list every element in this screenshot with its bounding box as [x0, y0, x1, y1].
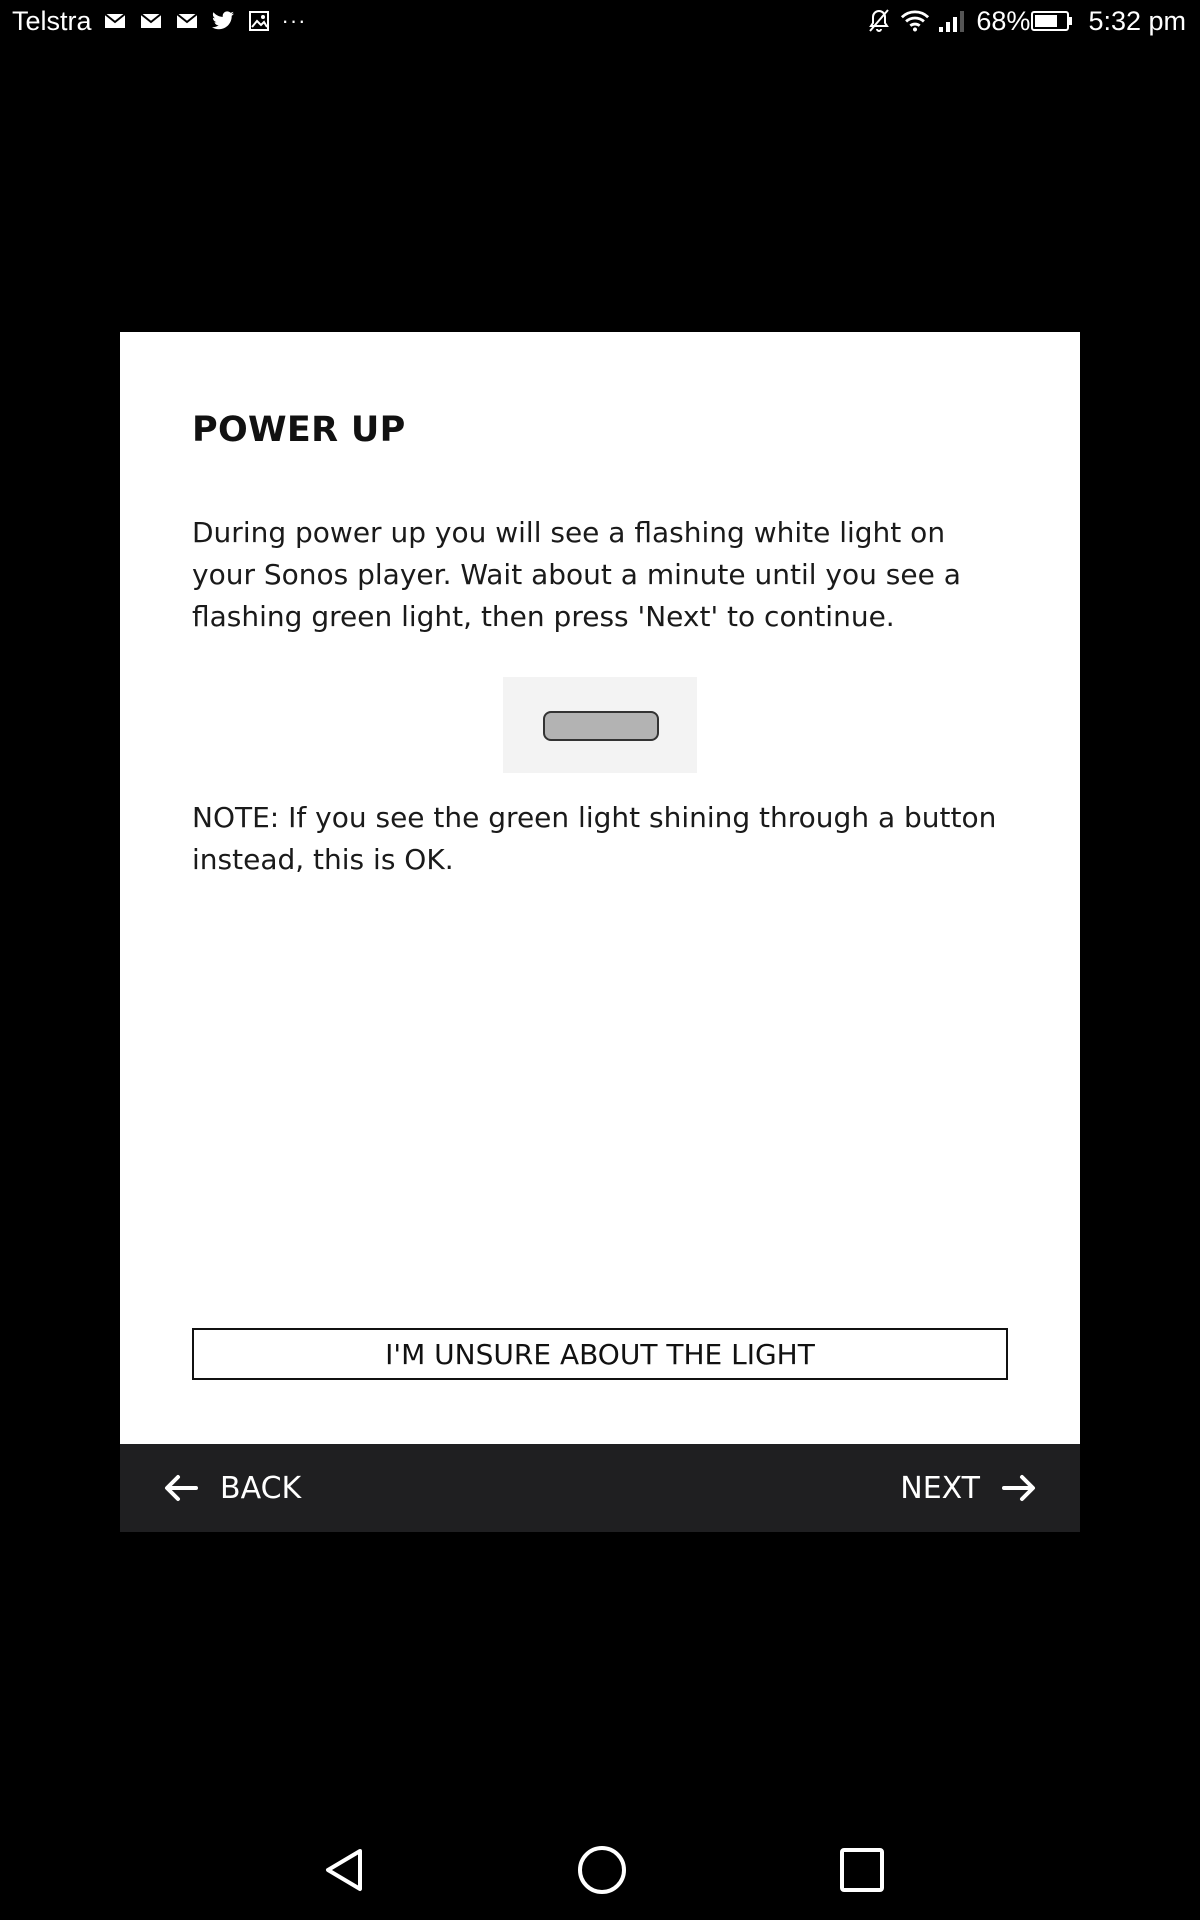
dialog-instructions: During power up you will see a flashing white light on your Sonos player. Wait about a minute until you see a flashing green light, then press 'Next' to continue.	[192, 516, 961, 633]
android-navigation-bar	[0, 1820, 1200, 1920]
triangle-back-icon	[320, 1845, 370, 1895]
carrier-name: Telstra	[12, 5, 92, 36]
system-back-button[interactable]	[315, 1820, 375, 1920]
mail-icon	[172, 6, 202, 36]
battery-icon	[1030, 6, 1074, 36]
system-recents-button[interactable]	[832, 1820, 892, 1920]
next-button[interactable]	[900, 1444, 1036, 1532]
back-button[interactable]	[164, 1444, 301, 1532]
dialog-title: POWER UP	[192, 410, 406, 450]
signal-icon	[936, 6, 966, 36]
back-label: BACK	[220, 1470, 302, 1506]
status-bar-right	[864, 4, 1186, 38]
clock: 5:32 pm	[1088, 5, 1186, 36]
status-light-pill	[543, 711, 659, 741]
status-bar-left	[12, 4, 307, 38]
status-bar	[0, 0, 1200, 42]
mute-icon	[864, 6, 894, 36]
circle-home-icon	[575, 1843, 629, 1897]
light-illustration	[503, 677, 697, 773]
system-home-button[interactable]	[572, 1820, 632, 1920]
more-notifications-indicator: ···	[281, 8, 307, 33]
battery-percent: 68%	[976, 5, 1031, 36]
mail-icon	[136, 6, 166, 36]
power-up-dialog	[120, 332, 1080, 1444]
arrow-right-icon	[1002, 1474, 1036, 1502]
wifi-icon	[900, 6, 930, 36]
wizard-nav-footer	[120, 1444, 1080, 1532]
twitter-icon	[208, 6, 238, 36]
arrow-left-icon	[164, 1474, 198, 1502]
mail-icon	[100, 6, 130, 36]
dialog-note: NOTE: If you see the green light shining through a button instead, this is OK.	[192, 801, 997, 876]
unsure-about-light-button[interactable]: I'M UNSURE ABOUT THE LIGHT	[192, 1328, 1008, 1380]
next-label: NEXT	[900, 1470, 980, 1506]
gallery-icon	[244, 6, 274, 36]
square-recents-icon	[838, 1846, 886, 1894]
